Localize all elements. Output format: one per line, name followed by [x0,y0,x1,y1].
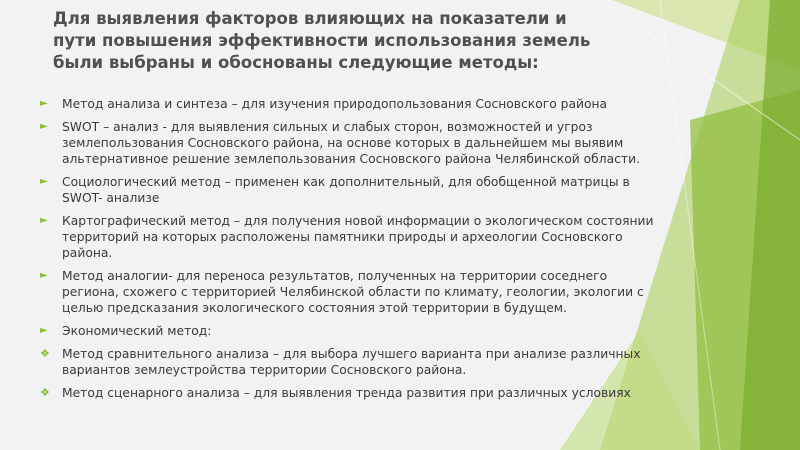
bullet-item [38,385,738,401]
bullet-line: Социологический метод – применен как дополнительный, для обобщенной матрицы в [62,175,630,189]
bullet-line: землепользования Сосновского района, на основе которых в дальнейшем мы выявим [62,136,624,150]
title-line: пути повышения эффективности использования земель [53,31,591,50]
arrow-icon: ► [40,121,48,132]
bullet-text [62,213,738,261]
bullet-line: Экономический метод: [62,324,212,338]
bullet-item [38,96,738,112]
diamond-icon: ❖ [40,386,50,399]
bullet-list [38,96,738,408]
bullet-item [38,346,738,378]
title-line: были выбраны и обоснованы следующие методы: [53,53,539,72]
bullet-line: региона, схожего с территорией Челябинской области по климату, геологии, экологии с [62,285,644,299]
arrow-icon: ► [40,176,48,187]
bullet-line: Картографический метод – для получения новой информации о экологическом состоянии [62,214,654,228]
bullet-line: SWOT- анализе [62,191,160,205]
bullet-line: территорий на которых расположены памятники природы и археологии Сосновского [62,230,623,244]
bullet-line: Метод анализа и синтеза – для изучения природопользования Сосновского района [62,97,608,111]
arrow-icon: ► [40,215,48,226]
bullet-text [62,385,738,401]
bullet-text [62,323,738,339]
bullet-item [38,213,738,261]
bullet-line: Метод аналогии- для переноса результатов, полученных на территории соседнего [62,269,608,283]
bullet-line: альтернативное решение землепользования Сосновского района Челябинской области. [62,152,640,166]
bullet-item [38,323,738,339]
bullet-line: вариантов землеустройства территории Сосновского района. [62,363,467,377]
bullet-text [62,174,738,206]
bullet-line: Метод сравнительного анализа – для выбора лучшего варианта при анализе различных [62,347,641,361]
bullet-text [62,268,738,316]
bullet-line: Метод сценарного анализа – для выявления тренда развития при различных условиях [62,386,631,400]
bullet-item [38,174,738,206]
arrow-icon: ► [40,270,48,281]
slide-title [53,8,613,74]
arrow-icon: ► [40,98,48,109]
bullet-line: целью предсказания экологического состояния этой территории в будущем. [62,301,567,315]
bullet-line: SWOT – анализ - для выявления сильных и слабых сторон, возможностей и угроз [62,120,593,134]
bullet-text [62,346,738,378]
bullet-line: района. [62,246,113,260]
bullet-item [38,268,738,316]
bullet-text [62,119,738,167]
bullet-item [38,119,738,167]
arrow-icon: ► [40,325,48,336]
title-line: Для выявления факторов влияющих на показатели и [53,9,567,28]
bullet-text [62,96,738,112]
diamond-icon: ❖ [40,347,50,360]
